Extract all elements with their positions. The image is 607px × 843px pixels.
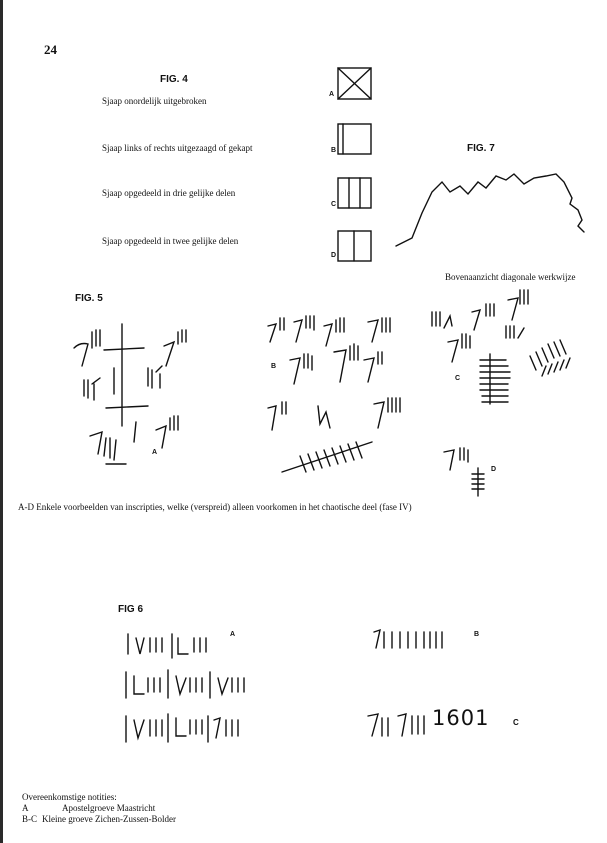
- fig5-label-b: B: [271, 363, 277, 370]
- notes-heading: Overeenkomstige notities:: [22, 792, 117, 802]
- fig4-label-a: A: [329, 91, 335, 98]
- fig6-label-c: C: [513, 718, 519, 727]
- notes-text-bc: Kleine groeve Zichen-Zussen-Bolder: [42, 814, 176, 824]
- fig7-caption: Bovenaanzicht diagonale werkwijze: [445, 272, 576, 282]
- fig5-label-d: D: [491, 466, 497, 473]
- fig6-year: 1601: [432, 706, 490, 730]
- fig5-caption: A-D Enkele voorbeelden van inscripties, welke (verspreid) alleen voorkomen in het chaotische deel (fase IV): [18, 502, 412, 512]
- fig6-label-b: B: [474, 631, 480, 638]
- page-number: 24: [44, 42, 57, 57]
- fig4-title: FIG. 4: [160, 74, 188, 85]
- fig6-inscription-a: [120, 628, 270, 758]
- fig7-zigzag-line: [394, 168, 594, 250]
- fig4-box-b: [336, 122, 376, 158]
- fig6-inscription-b: [370, 626, 460, 652]
- fig5-inscription-a: [66, 318, 206, 468]
- fig5-label-c: C: [455, 375, 461, 382]
- fig7-title: FIG. 7: [467, 143, 495, 154]
- fig6-title: FIG 6: [118, 604, 144, 615]
- fig4-label-b: B: [331, 147, 337, 154]
- fig4-caption-b: Sjaap links of rechts uitgezaagd of gekapt: [102, 143, 253, 153]
- fig4-box-a: [336, 66, 376, 102]
- fig5-title: FIG. 5: [75, 293, 103, 304]
- fig4-caption-a: Sjaap onordelijk uitgebroken: [102, 96, 207, 106]
- fig4-caption-d: Sjaap opgedeeld in twee gelijke delen: [102, 236, 239, 246]
- notes-text-a: Apostelgroeve Maastricht: [62, 803, 156, 813]
- fig4-box-c: [336, 176, 376, 212]
- fig5-inscription-c: [428, 286, 588, 411]
- fig5-label-a: A: [152, 449, 158, 456]
- fig5-inscription-b: [260, 312, 420, 487]
- fig4-caption-c: Sjaap opgedeeld in drie gelijke delen: [102, 188, 236, 198]
- notes-key-a: A: [22, 803, 29, 813]
- fig4-label-d: D: [331, 252, 337, 259]
- page-left-edge: [0, 0, 3, 843]
- fig4-label-c: C: [331, 201, 337, 208]
- fig4-box-d: [336, 229, 376, 265]
- notes-key-bc: B-C: [22, 814, 38, 824]
- fig6-label-a: A: [230, 631, 236, 638]
